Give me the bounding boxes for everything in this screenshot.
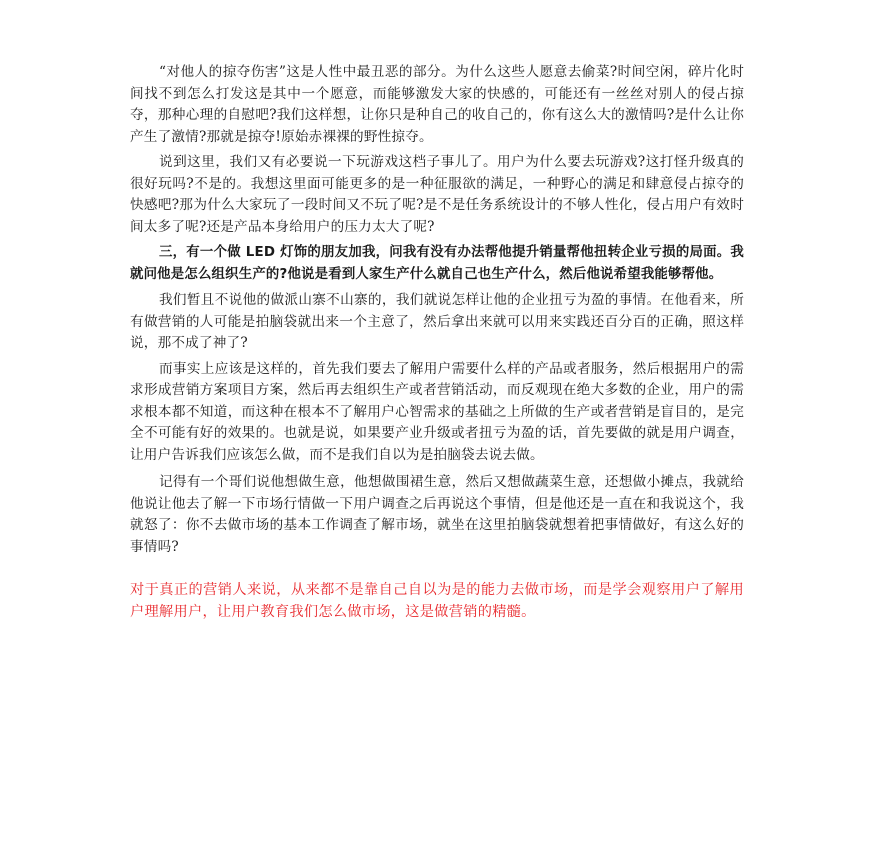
paragraph-buddy-business: 记得有一个哥们说他想做生意，他想做围裙生意，然后又想做蔬菜生意，还想做小摊点，我就给他说让他去了解一下市场行情做一下用户调查之后再说这个事情，但是他还是一直在和我说这个，我就怒了：你不去做市场的基本工作调查了解市场，就坐在这里拍脑袋就想着把事情做好，有这么好的事情吗? (130, 474, 744, 555)
paragraph-plunder: “对他人的掠夺伤害”这是人性中最丑恶的部分。为什么这些人愿意去偷菜?时间空闲，碎片化时间找不到怎么打发这是其中一个愿意，而能够激发大家的快感的，可能还有一丝丝对别人的侵占掠夺，那种心理的自慰吧?我们这样想，让你只是种自己的收自己的，你有这么大的激情吗?是什么让你产生了激情?那就是掠夺!原始赤裸裸的野性掠夺。 (130, 64, 744, 145)
highlight-conclusion: 对于真正的营销人来说，从来都不是靠自己自以为是的能力去做市场，而是学会观察用户了解用户理解用户，让用户教育我们怎么做市场，这是做营销的精髓。 (130, 582, 744, 620)
paragraph-led-friend-heading: 三，有一个做 LED 灯饰的朋友加我，问我有没有办法帮他提升销量帮他扭转企业亏损的局面。我就问他是怎么组织生产的?他说是看到人家生产什么就自己也生产什么，然后他说希望我能够帮他。 (130, 245, 744, 282)
paragraph-games: 说到这里，我们又有必要说一下玩游戏这档子事儿了。用户为什么要去玩游戏?这打怪升级真的很好玩吗?不是的。我想这里面可能更多的是一种征服欲的满足，一种野心的满足和肆意侵占掠夺的快感吧?那为什么大家玩了一段时间又不玩了呢?是不是任务系统设计的不够人性化，侵占用户有效时间太多了呢?还是产品本身给用户的压力太大了呢? (130, 154, 744, 235)
paragraph-copycat: 我们暂且不说他的做派山寨不山寨的，我们就说怎样让他的企业扭亏为盈的事情。在他看来，所有做营销的人可能是拍脑袋就出来一个主意了，然后拿出来就可以用来实践还百分百的正确，照这样说，那不成了神了? (130, 292, 744, 351)
document-page (130, 62, 744, 623)
paragraph-user-research: 而事实上应该是这样的，首先我们要去了解用户需要什么样的产品或者服务，然后根据用户的需求形成营销方案项目方案，然后再去组织生产或者营销活动，而反观现在绝大多数的企业，用户的需求根本都不知道，而这种在根本不了解用户心智需求的基础之上所做的生产或者营销是盲目的，是完全不可能有好的效果的。也就是说，如果要产业升级或者扭亏为盈的话，首先要做的就是用户调查，让用户告诉我们应该怎么做，而不是我们自以为是拍脑袋去说去做。 (130, 360, 744, 463)
